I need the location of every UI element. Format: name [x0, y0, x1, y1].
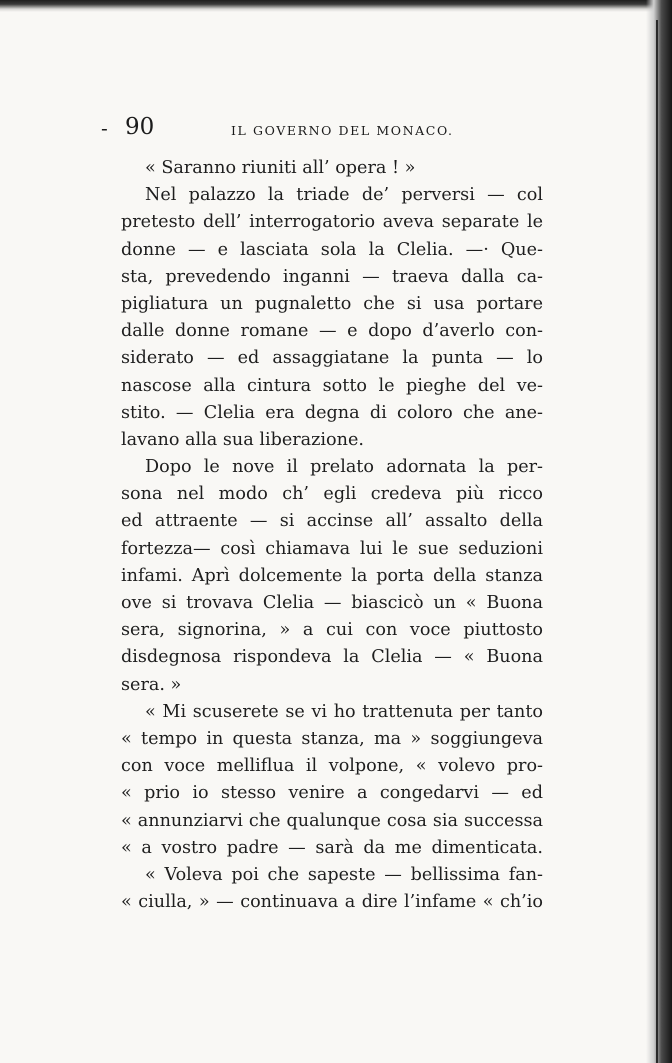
text-line: fortezza— così chiamava lui le sue seduzioni [121, 538, 543, 559]
scan-top-shadow [0, 0, 672, 12]
text-line: pigliatura un pugnaletto che si usa portare [121, 293, 543, 314]
text-line: « tempo in questa stanza, ma » soggiungeva [121, 728, 543, 749]
text-line: « Mi scuserete se vi ho trattenuta per tanto [145, 701, 543, 722]
text-line: stito. — Clelia era degna di coloro che ane- [121, 402, 543, 423]
margin-mark: - [101, 116, 108, 140]
text-line: ove si trovava Clelia — biascicò un « Buona [121, 593, 543, 613]
text-line: dalle donne romane — e dopo d’averlo con- [121, 321, 543, 342]
text-line: donne — e lasciata sola la Clelia. —· Que- [121, 239, 543, 260]
text-line: « a vostro padre — sarà da me dimenticata. [121, 837, 543, 858]
text-line: sta, prevedendo inganni — traeva dalla ca- [121, 266, 543, 287]
text-line: infami. Aprì dolcemente la porta della stanza [121, 565, 543, 586]
text-line: « annunziarvi che qualunque cosa sia successa [121, 810, 543, 831]
text-line: « prio io stesso venire a congedarvi — ed [121, 783, 543, 804]
text-line: sera, signorina, » a cui con voce piuttosto [121, 620, 543, 641]
running-title: IL GOVERNO DEL MONACO. [231, 123, 454, 138]
text-line: sera. » [121, 674, 182, 695]
text-line: nascose alla cintura sotto le pieghe del ve- [121, 375, 543, 396]
text-line: lavano alla sua liberazione. [121, 429, 364, 450]
text-line: Dopo le nove il prelato adornata la per- [145, 457, 543, 478]
body-text [121, 155, 543, 916]
text-line: pretesto dell’ interrogatorio aveva separate le [121, 212, 543, 233]
scan-edge-line [656, 20, 658, 1063]
page-number: 90 [125, 114, 155, 140]
text-line: sona nel modo ch’ egli credeva più ricco [121, 484, 543, 505]
text-line: « Saranno riuniti all’ opera ! » [145, 158, 416, 178]
scan-right-edge [646, 0, 672, 1063]
text-line: ed attraente — si accinse all’ assalto della [121, 511, 543, 532]
page-header [95, 114, 555, 144]
text-line: « ciulla, » — continuava a dire l’infame « ch’io [121, 892, 543, 913]
text-line: con voce melliflua il volpone, « volevo pro- [121, 756, 543, 777]
text-line: disdegnosa rispondeva la Clelia — « Buona [121, 647, 543, 668]
text-line: siderato — ed assaggiatane la punta — lo [121, 348, 543, 369]
text-line: Nel palazzo la triade de’ perversi — col [145, 185, 543, 206]
text-line: « Voleva poi che sapeste — bellissima fan- [145, 864, 543, 885]
